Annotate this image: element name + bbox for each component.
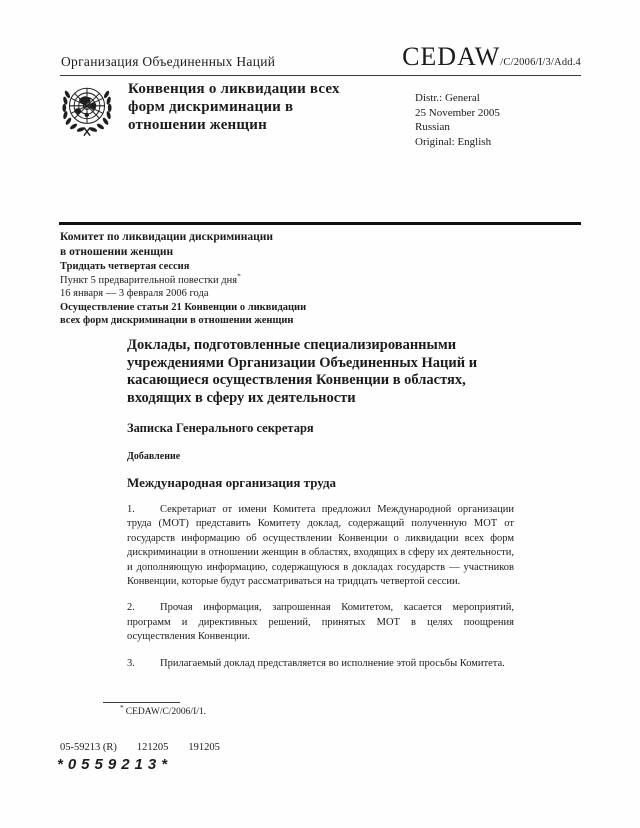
footer-document-id	[60, 742, 220, 753]
document-symbol	[402, 42, 581, 72]
document-symbol-main: CEDAW	[402, 42, 501, 71]
document-subtitle: Записка Генерального секретаря	[127, 421, 314, 435]
paragraph-1-number: 1.	[127, 504, 135, 515]
section-title: Международная организация труда	[127, 475, 337, 490]
paragraph-3-number: 3.	[127, 657, 135, 669]
document-symbol-suffix: /C/2006/I/3/Add.4	[500, 57, 581, 68]
addendum-label: Добавление	[127, 451, 181, 462]
agenda-item-line	[60, 271, 306, 288]
session-title: Тридцать четвертая сессия	[60, 261, 190, 272]
committee-name-line2: в отношении женщин	[60, 246, 174, 258]
barcode-text: *0559213*	[57, 756, 173, 773]
agenda-topic-line2: всех форм дискриминации в отношении женщин	[60, 315, 294, 326]
document-body	[127, 337, 514, 671]
paragraph-2	[127, 601, 514, 644]
masthead-rule	[59, 222, 581, 225]
footnote-text: CEDAW/C/2006/I/1.	[125, 707, 206, 717]
paragraph-1	[127, 503, 514, 589]
un-emblem-icon	[54, 79, 120, 145]
print-date-1: 121205	[136, 742, 169, 753]
footnote	[103, 702, 206, 717]
committee-block	[60, 230, 306, 328]
paragraph-1-text: Секретариат от имени Комитета предложил Международной организации труда (МОТ) представить Комитету доклад, содержащий полученную МОТ от государств информацию об осуществлении Конвенции о ликвидации всех форм дискриминации в отношении женщин в областях, входящих в сферу их деятельности, и дополняющую информацию, содержащуюся в докладах государств — участников Конвенции, которые будут рассматриваться на тридцать четвертой сессии.	[127, 504, 514, 588]
paragraph-3	[127, 657, 514, 671]
paragraph-2-number: 2.	[127, 602, 135, 614]
committee-name-line1: Комитет по ликвидации дискриминации	[60, 231, 274, 243]
footnote-rule	[103, 702, 180, 703]
paragraph-3-text: Прилагаемый доклад представляется во исполнение этой просьбы Комитета.	[160, 657, 505, 669]
un-org-name: Организация Объединенных Наций	[61, 54, 276, 69]
header-rule	[60, 75, 581, 76]
footnote-marker: *	[120, 702, 124, 712]
language-line: Russian	[415, 121, 450, 133]
distr-line: Distr.: General	[415, 92, 480, 104]
footnote-text-line	[103, 702, 206, 717]
print-date-2: 191205	[188, 742, 220, 753]
convention-title: Конвенция о ликвидации всех форм дискриминации в отношении женщин	[128, 81, 340, 133]
job-number: 05-59213 (R)	[60, 742, 117, 753]
document-title: Доклады, подготовленные специализированными учреждениями Организации Объединенных Наций и касающиеся осуществления Конвенции в областях, входящих в сферу их деятельности	[127, 337, 478, 406]
paragraph-2-text: Прочая информация, запрошенная Комитетом, касается мероприятий, программ и директивных решений, принятых МОТ в целях поощрения осуществления Конвенции.	[127, 602, 514, 643]
date-line: 25 November 2005	[415, 106, 500, 119]
session-dates: 16 января — 3 февраля 2006 года	[60, 288, 209, 299]
agenda-footnote-marker: *	[237, 271, 241, 280]
original-line: Original: English	[415, 135, 492, 148]
agenda-topic-line1: Осуществление статьи 21 Конвенции о ликвидации	[60, 301, 307, 313]
distribution-block	[415, 91, 500, 149]
agenda-item-text: Пункт 5 предварительной повестки дня	[60, 274, 238, 286]
